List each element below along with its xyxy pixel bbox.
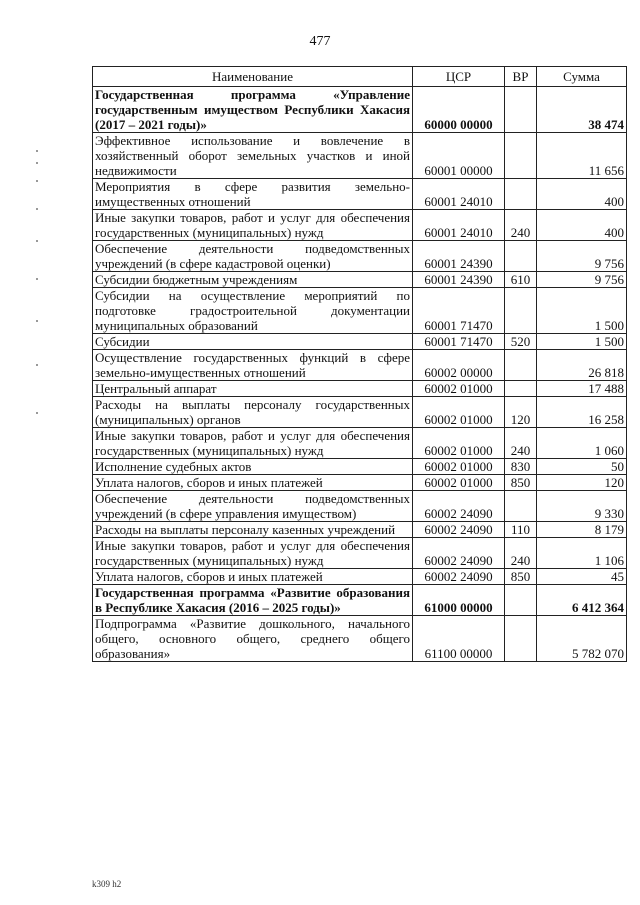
row-sum: 17 488 [537,381,627,397]
row-sum: 45 [537,569,627,585]
row-vr [505,179,537,210]
row-csr: 60001 00000 [413,133,505,179]
row-sum: 8 179 [537,522,627,538]
row-name: Субсидии на осуществление мероприятий по подготовке градостроительной документации муниципальных образований [93,288,413,334]
row-sum: 1 060 [537,428,627,459]
row-vr [505,133,537,179]
row-vr: 110 [505,522,537,538]
row-csr: 60002 00000 [413,350,505,381]
row-csr: 61000 00000 [413,585,505,616]
row-sum: 1 500 [537,334,627,350]
row-csr: 60001 24010 [413,210,505,241]
table-row [93,210,627,241]
row-vr [505,241,537,272]
row-name: Иные закупки товаров, работ и услуг для обеспечения государственных (муниципальных) нужд [93,428,413,459]
row-sum: 5 782 070 [537,616,627,662]
table-row [93,288,627,334]
row-vr [505,585,537,616]
row-vr: 610 [505,272,537,288]
row-vr [505,616,537,662]
row-name: Субсидии бюджетным учреждениям [93,272,413,288]
row-sum: 9 756 [537,272,627,288]
row-csr: 60000 00000 [413,87,505,133]
row-csr: 60001 24010 [413,179,505,210]
row-name: Обеспечение деятельности подведомственных учреждений (в сфере кадастровой оценки) [93,241,413,272]
row-sum: 9 756 [537,241,627,272]
row-csr: 60001 24390 [413,272,505,288]
row-csr: 60002 01000 [413,475,505,491]
row-vr: 850 [505,475,537,491]
row-csr: 60002 01000 [413,428,505,459]
row-name: Мероприятия в сфере развития земельно-имущественных отношений [93,179,413,210]
table-row [93,522,627,538]
row-vr: 240 [505,428,537,459]
row-vr [505,288,537,334]
row-sum: 11 656 [537,133,627,179]
row-csr: 60002 01000 [413,381,505,397]
margin-marks [36,150,40,450]
table-row [93,241,627,272]
row-csr: 60002 24090 [413,491,505,522]
row-vr [505,350,537,381]
row-csr: 60002 01000 [413,459,505,475]
table-row [93,459,627,475]
table-row [93,491,627,522]
row-sum: 1 500 [537,288,627,334]
row-name: Субсидии [93,334,413,350]
budget-table [92,66,627,662]
table-row [93,179,627,210]
table-row [93,350,627,381]
table-row [93,569,627,585]
row-sum: 400 [537,210,627,241]
header-name: Наименование [93,67,413,87]
row-vr [505,381,537,397]
row-name: Уплата налогов, сборов и иных платежей [93,475,413,491]
row-sum: 120 [537,475,627,491]
row-name: Иные закупки товаров, работ и услуг для обеспечения государственных (муниципальных) нужд [93,538,413,569]
row-name: Эффективное использование и вовлечение в хозяйственный оборот земельных участков и иной недвижимости [93,133,413,179]
row-sum: 16 258 [537,397,627,428]
table-row [93,475,627,491]
row-sum: 38 474 [537,87,627,133]
header-vr: ВР [505,67,537,87]
table-row [93,87,627,133]
footer-code: k309 h2 [92,879,122,889]
row-name: Центральный аппарат [93,381,413,397]
row-sum: 9 330 [537,491,627,522]
row-name: Обеспечение деятельности подведомственных учреждений (в сфере управления имуществом) [93,491,413,522]
header-sum: Сумма [537,67,627,87]
row-name: Осуществление государственных функций в сфере земельно-имущественных отношений [93,350,413,381]
row-name: Подпрограмма «Развитие дошкольного, начального общего, основного общего, среднего общего образования» [93,616,413,662]
row-name: Государственная программа «Управление государственным имуществом Республики Хакасия (2017 – 2021 годы)» [93,87,413,133]
row-name: Иные закупки товаров, работ и услуг для обеспечения государственных (муниципальных) нужд [93,210,413,241]
table-body [93,87,627,662]
row-csr: 60001 71470 [413,288,505,334]
row-name: Расходы на выплаты персоналу государственных (муниципальных) органов [93,397,413,428]
row-csr: 60002 24090 [413,569,505,585]
row-sum: 1 106 [537,538,627,569]
row-csr: 60001 71470 [413,334,505,350]
table-row [93,616,627,662]
row-name: Уплата налогов, сборов и иных платежей [93,569,413,585]
row-vr: 240 [505,210,537,241]
row-sum: 6 412 364 [537,585,627,616]
row-sum: 400 [537,179,627,210]
row-csr: 60002 24090 [413,538,505,569]
table-row [93,397,627,428]
table-header-row [93,67,627,87]
row-sum: 50 [537,459,627,475]
table-row [93,428,627,459]
row-vr: 850 [505,569,537,585]
table-row [93,585,627,616]
row-csr: 60002 01000 [413,397,505,428]
row-name: Исполнение судебных актов [93,459,413,475]
row-vr: 520 [505,334,537,350]
row-vr: 830 [505,459,537,475]
row-csr: 60001 24390 [413,241,505,272]
page-number: 477 [309,34,331,49]
table-row [93,133,627,179]
row-vr [505,87,537,133]
row-csr: 61100 00000 [413,616,505,662]
header-csr: ЦСР [413,67,505,87]
row-vr: 240 [505,538,537,569]
table-row [93,381,627,397]
table-row [93,334,627,350]
table-row [93,272,627,288]
row-name: Государственная программа «Развитие образования в Республике Хакасия (2016 – 2025 годы)» [93,585,413,616]
row-name: Расходы на выплаты персоналу казенных учреждений [93,522,413,538]
row-sum: 26 818 [537,350,627,381]
row-vr: 120 [505,397,537,428]
row-csr: 60002 24090 [413,522,505,538]
row-vr [505,491,537,522]
table-row [93,538,627,569]
